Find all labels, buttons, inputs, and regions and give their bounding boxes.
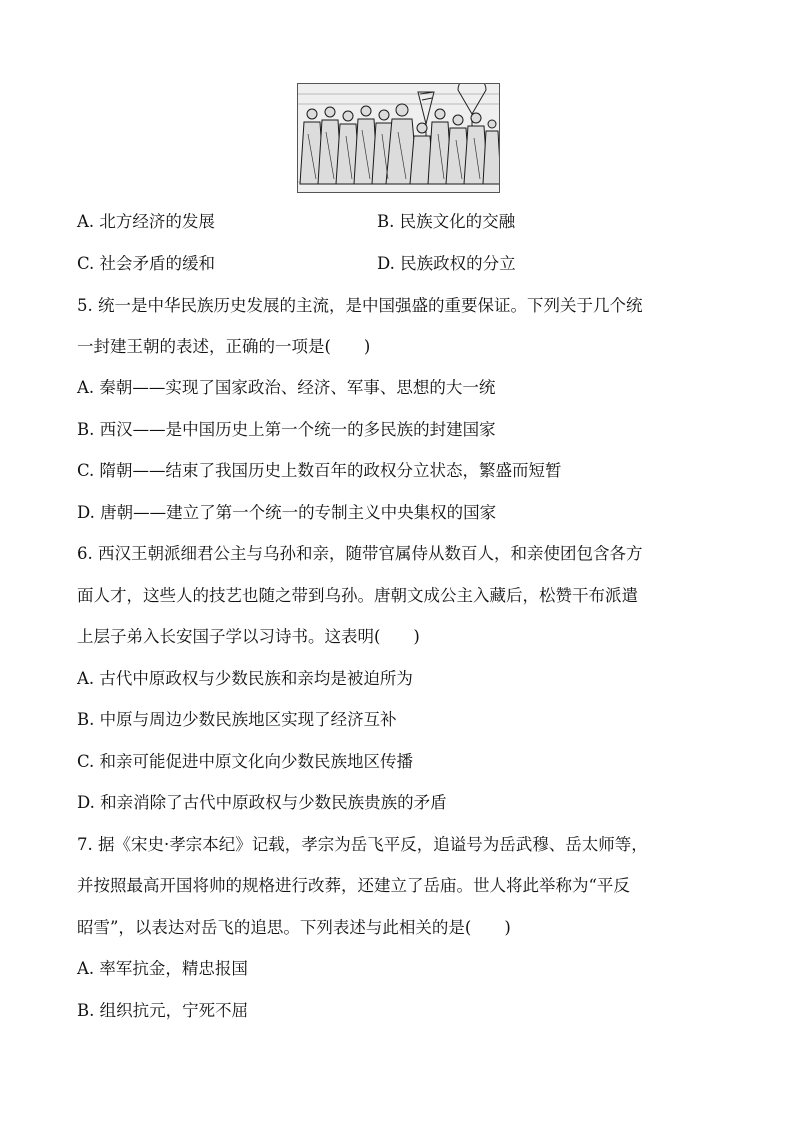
q5-stem-line-1: 5. 统一是中华民族历史发展的主流，是中国强盛的重要保证。下列关于几个统: [77, 296, 643, 315]
q4-options-row-2: [77, 253, 516, 275]
q7-option-b[interactable]: B. 组织抗元，宁死不屈: [77, 1001, 249, 1020]
q5-option-d[interactable]: D. 唐朝——建立了第一个统一的专制主义中央集权的国家: [77, 503, 497, 522]
q7-stem-line-2: 并按照最高开国将帅的规格进行改葬，还建立了岳庙。世人将此举称为“平反: [77, 876, 630, 895]
q6-stem-line-2: 面人才，这些人的技艺也随之带到乌孙。唐朝文成公主入藏后，松赞干布派遣: [77, 586, 638, 605]
q4-option-c[interactable]: C. 社会矛盾的缓和: [77, 254, 216, 273]
q5-option-b[interactable]: B. 西汉——是中国历史上第一个统一的多民族的封建国家: [77, 420, 496, 439]
q4-options-row-1: [77, 211, 516, 233]
q6-option-d[interactable]: D. 和亲消除了古代中原政权与少数民族贵族的矛盾: [77, 793, 447, 812]
q7-stem-line-3: 昭雪”，以表达对岳飞的追思。下列表述与此相关的是( ): [77, 918, 511, 937]
q6-stem-line-3: 上层子弟入长安国子学以习诗书。这表明( ): [77, 627, 420, 646]
q5-option-a[interactable]: A. 秦朝——实现了国家政治、经济、军事、思想的大一统: [77, 378, 496, 397]
q4-option-a[interactable]: A. 北方经济的发展: [77, 212, 215, 231]
q6-option-a[interactable]: A. 古代中原政权与少数民族和亲均是被迫所为: [77, 669, 413, 688]
mural-procession-illustration: [297, 83, 500, 193]
q7-stem-line-1: 7. 据《宋史·孝宗本纪》记载，孝宗为岳飞平反，追谥号为岳武穆、岳太师等，: [77, 835, 648, 854]
q6-option-c[interactable]: C. 和亲可能促进中原文化向少数民族地区传播: [77, 752, 414, 771]
q5-stem-line-2: 一封建王朝的表述，正确的一项是( ): [77, 337, 371, 356]
q6-stem-line-1: 6. 西汉王朝派细君公主与乌孙和亲，随带官属侍从数百人，和亲使团包含各方: [77, 544, 643, 563]
procession-figures-drawing: [298, 84, 500, 193]
q4-option-d[interactable]: D. 民族政权的分立: [377, 254, 516, 273]
q4-option-b[interactable]: B. 民族文化的交融: [377, 212, 516, 231]
q6-option-b[interactable]: B. 中原与周边少数民族地区实现了经济互补: [77, 710, 397, 729]
q5-option-c[interactable]: C. 隋朝——结束了我国历史上数百年的政权分立状态，繁盛而短暂: [77, 461, 562, 480]
q7-option-a[interactable]: A. 率军抗金，精忠报国: [77, 959, 248, 978]
